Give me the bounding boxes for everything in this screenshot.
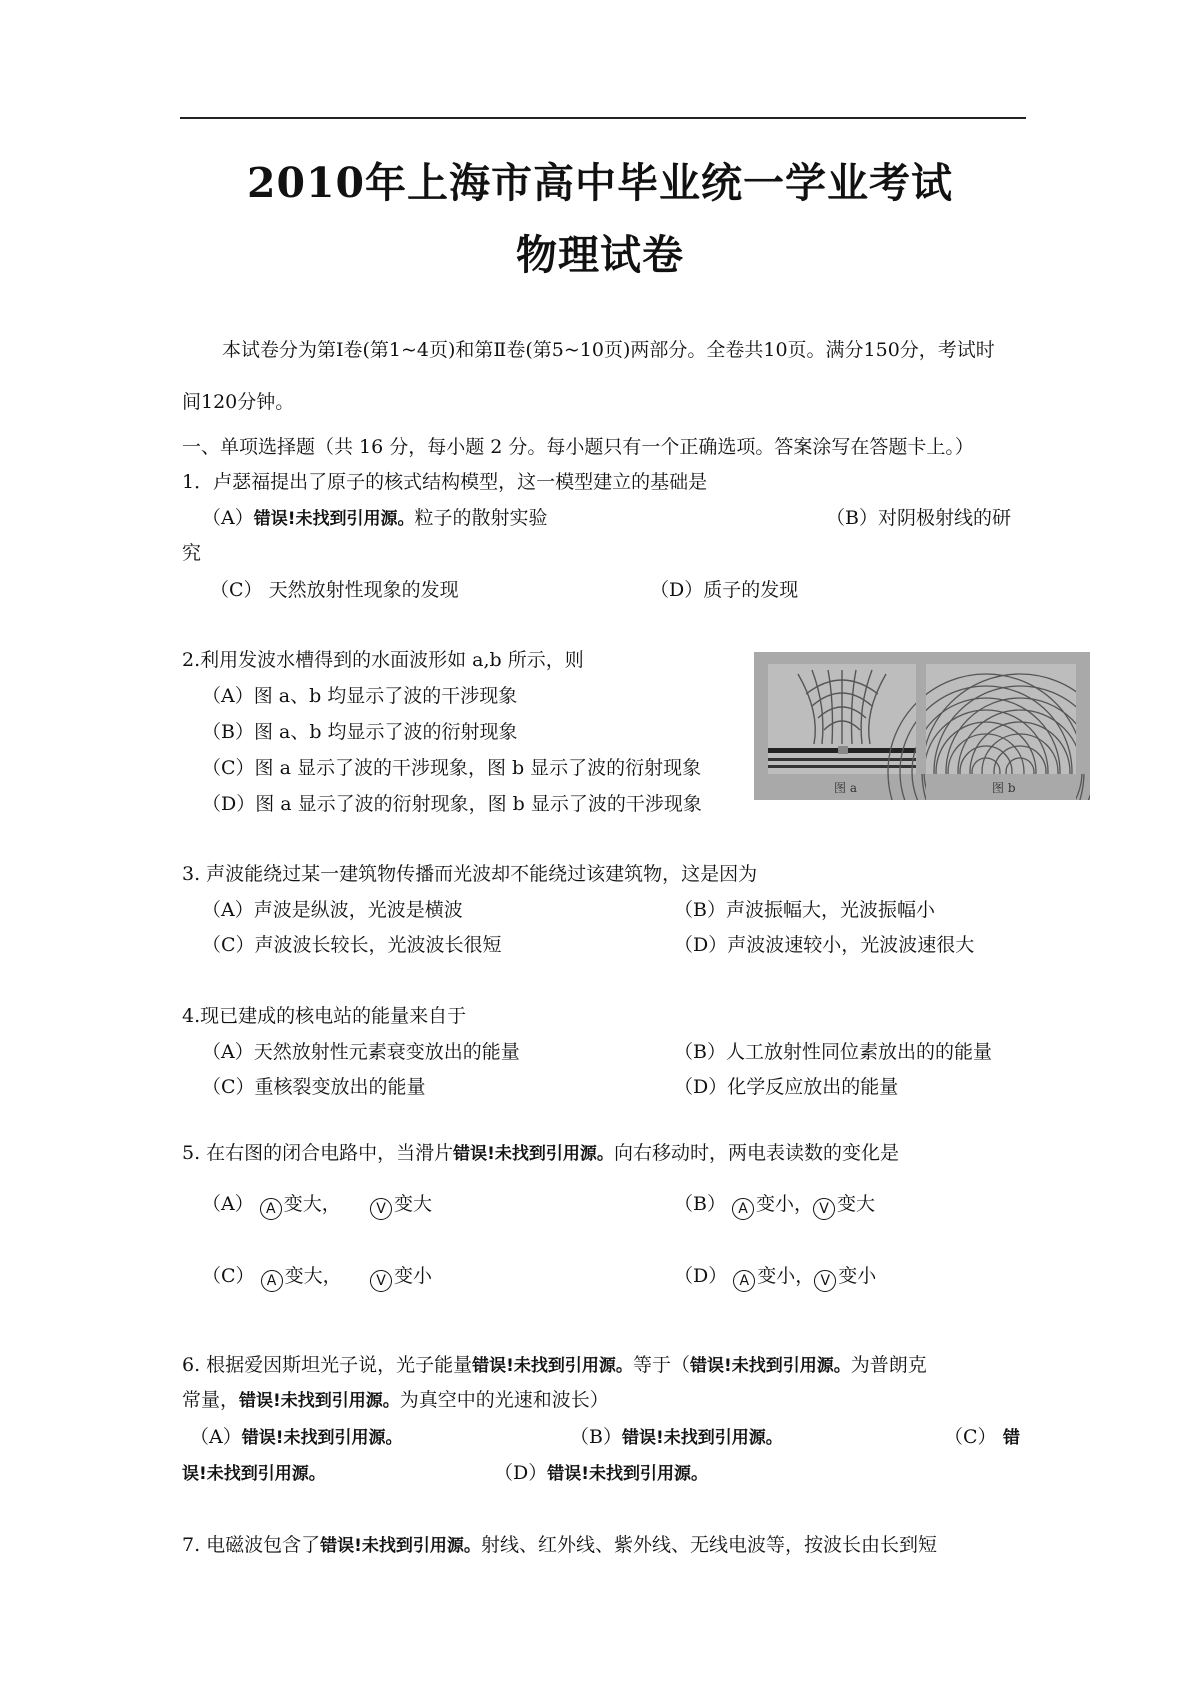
- q6-stem-line2: 常量，错误!未找到引用源。为真空中的光速和波长）: [182, 1389, 609, 1411]
- q2-option-d: （D）图 a 显示了波的衍射现象，图 b 显示了波的干涉现象: [202, 793, 702, 815]
- q3-option-a: （A）声波是纵波，光波是横波: [202, 899, 463, 921]
- q1-option-a: （A）错误!未找到引用源。粒子的散射实验: [202, 507, 548, 529]
- q5-option-b: （B） A 变小， V 变大: [674, 1192, 875, 1220]
- q6-option-c-text-1: 错: [1003, 1428, 1020, 1448]
- q6-option-d: （D）错误!未找到引用源。: [494, 1462, 708, 1484]
- intro-line-1: 本试卷分为第Ⅰ卷(第1~4页)和第Ⅱ卷(第5~10页)两部分。全卷共10页。满分150分，考试时: [222, 339, 995, 361]
- q5-option-a: （A） A 变大，: [202, 1192, 341, 1220]
- q2-option-b: （B）图 a、b 均显示了波的衍射现象: [202, 721, 518, 743]
- section-heading: 一、单项选择题（共 16 分，每小题 2 分。每小题只有一个正确选项。答案涂写在答题卡上。）: [182, 436, 974, 458]
- q1-stem: 1．卢瑟福提出了原子的核式结构模型，这一模型建立的基础是: [182, 471, 708, 493]
- q2-option-a: （A）图 a、b 均显示了波的干涉现象: [202, 685, 518, 707]
- ammeter-symbol: A: [260, 1198, 282, 1220]
- q6-option-c-text-2: 误!未找到引用源。: [182, 1464, 326, 1484]
- q1-option-b-cont: 究: [182, 542, 202, 564]
- q6-option-c: （C）: [944, 1426, 997, 1448]
- q4-option-a: （A）天然放射性元素衰变放出的能量: [202, 1041, 520, 1063]
- exam-title: 2010年上海市高中毕业统一学业考试: [246, 159, 954, 207]
- q3-option-c: （C）声波波长较长，光波波长很短: [202, 934, 502, 956]
- voltmeter-symbol: V: [370, 1270, 392, 1292]
- q5-option-c: （C） A 变大，: [202, 1264, 342, 1292]
- q4-option-b: （B）人工放射性同位素放出的的能量: [674, 1041, 992, 1063]
- exam-subtitle: 物理试卷: [516, 231, 684, 279]
- wave-figure: [754, 652, 1090, 800]
- q5-option-c-v: V 变小: [370, 1264, 432, 1292]
- wave-figure-svg: [754, 652, 1090, 800]
- fig-a-label: 图 a: [834, 781, 857, 795]
- ammeter-symbol: A: [261, 1270, 283, 1292]
- q4-stem: 4.现已建成的核电站的能量来自于: [182, 1005, 467, 1027]
- top-rule: [180, 117, 1026, 119]
- q6-stem-line1: 6. 根据爱因斯坦光子说，光子能量错误!未找到引用源。等于（错误!未找到引用源。为普朗克: [182, 1354, 927, 1376]
- q1-option-c: （C） 天然放射性现象的发现: [210, 579, 459, 601]
- ammeter-symbol: A: [732, 1198, 754, 1220]
- q3-stem: 3. 声波能绕过某一建筑物传播而光波却不能绕过该建筑物，这是因为: [182, 863, 758, 885]
- q6-option-b: （B）错误!未找到引用源。: [570, 1426, 783, 1448]
- q1-option-b: （B）对阴极射线的研: [826, 507, 1011, 529]
- q3-option-d: （D）声波波速较小，光波波速很大: [674, 934, 975, 956]
- q5-option-d: （D） A 变小， V 变小: [674, 1264, 876, 1292]
- intro-line-2: 间120分钟。: [182, 391, 295, 413]
- q4-option-c: （C）重核裂变放出的能量: [202, 1076, 426, 1098]
- q6-option-a: （A）错误!未找到引用源。: [190, 1426, 403, 1448]
- q2-stem: 2.利用发波水槽得到的水面波形如 a,b 所示，则: [182, 649, 584, 671]
- voltmeter-symbol: V: [814, 1270, 836, 1292]
- q3-option-b: （B）声波振幅大，光波振幅小: [674, 899, 935, 921]
- voltmeter-symbol: V: [813, 1198, 835, 1220]
- q1-option-d: （D）质子的发现: [650, 579, 799, 601]
- q7-stem: 7. 电磁波包含了错误!未找到引用源。射线、红外线、紫外线、无线电波等，按波长由长到短: [182, 1534, 937, 1556]
- q5-stem: 5. 在右图的闭合电路中，当滑片错误!未找到引用源。向右移动时，两电表读数的变化是: [182, 1142, 899, 1164]
- q2-option-c: （C）图 a 显示了波的干涉现象，图 b 显示了波的衍射现象: [202, 757, 702, 779]
- fig-b-label: 图 b: [992, 781, 1016, 795]
- ammeter-symbol: A: [733, 1270, 755, 1292]
- q5-option-a-v: V 变大: [370, 1192, 432, 1220]
- voltmeter-symbol: V: [370, 1198, 392, 1220]
- q4-option-d: （D）化学反应放出的能量: [674, 1076, 899, 1098]
